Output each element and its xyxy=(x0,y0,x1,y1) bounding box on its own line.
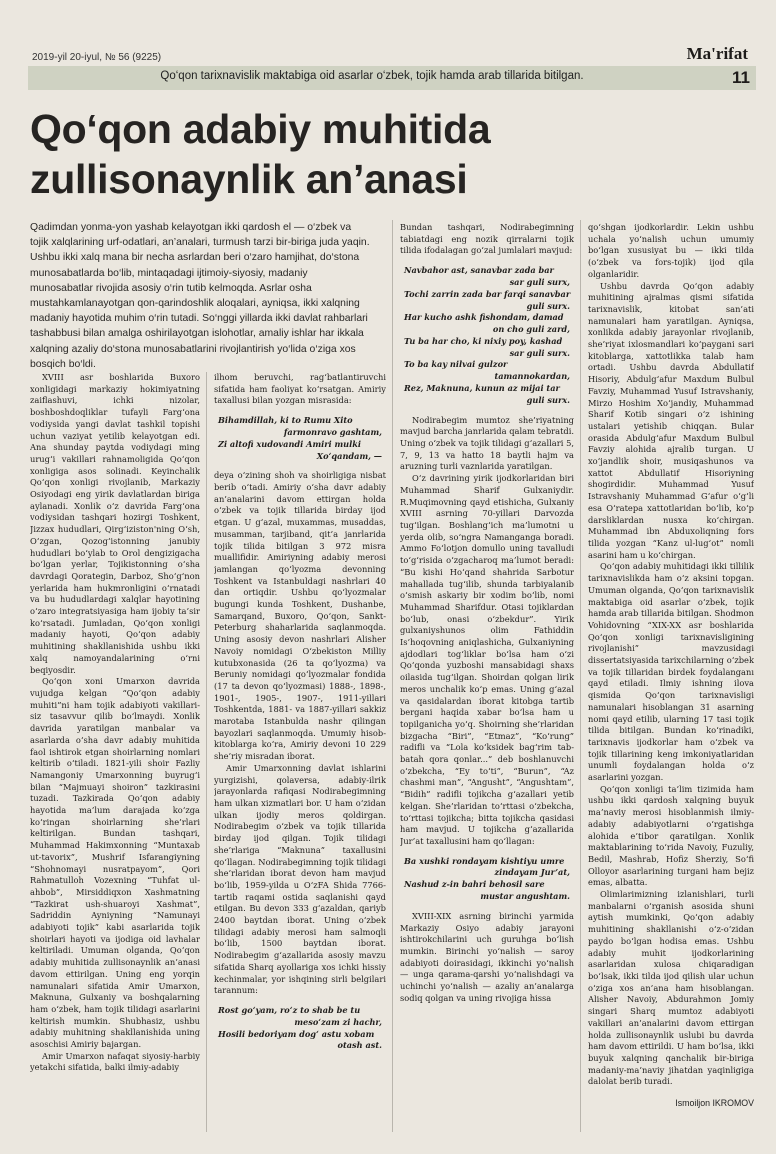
article-column-4 xyxy=(588,222,754,1140)
paragraph: XVIII asr boshlarida Buxoro xonligidagi markaziy hokimiyatning zaiflashuvi, ichki nizolar, boshboshdoqliklar tufayli Farg‘ona vodiysida yangi davlat tashkil topishi uchun vaziyat yetilib kelayotgan edi. Ana shunday paytda vodiydagi ming urug‘i vakillari rahnamoligida Qo‘qon xonligiga asos solinadi. Keyinchalik Qo‘qon xonligi rivojlanib, Markaziy Osiyodagi eng yirik davlatlardan biriga aylanadi. Xonlik o‘z davrida Farg‘ona vodiysidan tashqari hozirgi Toshkent, Jizzax hududlari, Qirg‘iziston'ning O‘sh, O‘zgan, Qozog‘istonning janubiy hududlari bo‘ylab to Orol dengizigacha bo‘lgan yerlar, Tojikistonning o‘sha davrdagi Qorategin, Darboz, Sho‘g‘non yerlarida ham hukmronligini o‘rnatadi va bu hududlardagi xalqlar hayotining o‘zaro integratsiyasiga ham ijobiy ta’sir ko‘rsatadi. Jumladan, Qo‘qon xonligi madaniy hayoti, Qo‘qon adabiy muhitining shakllanishida ushbu ikki xalq namoyandalarining o‘rni beqiyosdir. xyxy=(30,372,200,675)
column-divider xyxy=(580,220,581,1132)
poem-line: mustar angushtam. xyxy=(480,891,570,902)
poem-line: Rez, Maknuna, kunun az mijai tar xyxy=(404,383,560,394)
paragraph: Ushbu davrda Qo‘qon adabiy muhitining ajralmas qismi sifatida tarixnavislik, kitobat san’ati namunalari ham yaratilgan. Ayniqsa, xonlikda adabiy jarayonlar rivojlanib, she’riyat ixlosmandlari ko‘paygani sari kitoblarga, xattotlikka talab ham ortadi. Ushbu davrda Abdullatif Hisoriy, Abdulg‘afur Maxdum Bulbul Favziy, Muhammad Yusuf Istravshaniy, Mirzo Hoshim Xo‘jandiy, Muhammad Sharif Kotib singari o‘z ishining ustalari yetishib chiqqan. Bular orasida Abdulg‘afur Maxdum Bulbul Favziy alohida ajralib turgan. U xo‘jandlik shoir, musiqashunos va xattot Abdullatif Hisoriyning shogirdidir. Muhammad Yusuf Istravshaniy Muhammad G‘afur o‘g‘li esa O‘ratepa xattotlaridan bo‘lib, ko‘p darsliklardan nusxa ko‘chirgan. Muhammad ibn Abduxoliqning fors tilida yozgan “Kanz ul-lug‘ot” nomli asarini ham u ko‘chirgan. xyxy=(588,280,754,560)
paragraph: Amir Umarxon nafaqat siyosiy-harbiy yetakchi sifatida, balki ilmiy-adabiy xyxy=(30,1050,200,1073)
header-topic: Qo‘qon tarixnavislik maktabiga oid asarlar o‘zbek, tojik hamda arab tillarida bitilgan. xyxy=(160,70,584,82)
author-signature: Ismoiljon IKROMOV xyxy=(675,1098,754,1109)
column-divider xyxy=(392,220,393,1132)
paragraph: deya o‘zining shoh va shoirligiga nisbat berib o‘tadi. Amiriy o‘sha davr adabiy an’analarini davom ettirgan holda o‘zbek va tojik tillarida birday ijod etgan. U g‘azal, muxammas, musaddas, musamman, tarjiband, qit’a janrlarida tojik tilida bitilgan 3 972 misra muallifidir. Amiriyning adabiy merosi jamlangan qo‘lyozma devonning Toshkent va Istanbuldagi nashrlari 40 dan ortiqdir. Ushbu qo‘lyozmalar bugungi kunda Toshkent, Dushanbe, Samarqand, Buxoro, Qo‘qon, Sankt-Peterburg shaharlarida saqlanmoqda. Uning asosiy devon nashrlari Alisher Navoiy nomidagi O‘zbekiston Milliy kutubxonasida (26 ta qo‘lyozma) va Beruniy nomidagi qo‘lyozmalar fondida (17 ta devon qo‘lyozmasi) 1888-, 1898-, 1901-, 1905-, 1907-, 1911-yillari Toshkentda, 1881- va 1887-yillari sakkiz marotaba Istanbulda nashr qilingan bayozlari saqlanmoqda. Umumiy hisob-kitoblarga ko‘ra, Amiriy devoni 10 229 she’riy misradan iborat. xyxy=(214,470,386,762)
poem-line: otash ast. xyxy=(337,1040,382,1051)
poem-line: Nashud z-in bahri behosil sare xyxy=(404,879,545,890)
poem-line: Bihamdillah, ki to Rumu Xito xyxy=(218,415,353,426)
page-header-bar xyxy=(28,66,756,90)
paragraph: ilhom beruvchi, rag‘batlantiruvchi sifatida ham faoliyat ko‘rsatgan. Amiriy taxallusi bilan yozgan misrasida: xyxy=(214,372,386,406)
article-column-3 xyxy=(400,222,574,1140)
poem-nodirabegim xyxy=(214,1005,386,1052)
paragraph: O‘z davrining yirik ijodkorlaridan biri Muhammad Sharif Gulxaniydir. R.Muqimovning qayd etishicha, Gulxaniy XVIII asrning 70-yillari Darvozda tug‘ilgan. Boshlang‘ich ma’lumotni u yerda olib, so‘ngra Namanganga boradi. Ammo Fo‘lotjon domullo uning tavalludi to‘g‘risida o‘zgacharoq ma’lumot beradi: “Bu kishi Ho‘qand shahrida Sarbotur mahallada tug‘ilib, shunda tarbiyalanib o‘smish askariy bir xodim bo‘lib, nomi Muhammad Sharifdur. Otasi tojiklardan bo‘lub, onasi o‘zbekdur”. Yirik gulxaniyshunos olim Fathiddin Is’hoqovning aniqlashicha, Gulxaniyning ajdodlari tog‘liklar bo‘lsa ham o‘zi Qo‘qonda yuzboshi mansabidagi shaxs oilasida tug‘ilgan. Shoirdan qolgan lirik meros unchalik ko‘p emas. Uning g‘azal va qasidalardan iborat kitobga tartib bergani haqida xabar bo‘lsa ham u topilganicha yo‘q. Shoirning she’rlaridan bizgacha “Biri”, “Etmaz”, “Ko‘rung” radifli va “Lola ko‘ksidek bag‘rim tab-batah qora qonlar...” deb boshlanuvchi o‘zbekcha, “Ey to‘ti”, “Burun”, “Az chashmi man”, “Angusht”, “Angushtam”, “Bidih” radifli tojikcha g‘azallari yetib kelgan. She’rlaridan to‘rttasi o‘zbekcha, to‘rttasi tojikcha; bitta tojikcha qasidasi ham mavjud. U tojikcha g‘azallarida Jur’at taxallusini ham qo‘llagan: xyxy=(400,473,574,846)
paragraph: Olimlarimizning izlanishlari, turli manbalarni o‘rganish asosida shuni aytish mumkinki, Qo‘qon adabiy muhitining shakllanishi o‘z-o‘zidan paydo bo‘lgan hodisa emas. Ushbu adabiy muhit ijodkorlarining asarlaridan xulosa chiqaradigan bo‘lsak, ikki tilda ijod qilish ular uchun o‘ziga xos an’ana ham hisoblangan. Alisher Navoiy, Abdurahmon Jomiy singari Sharq mumtoz adabiyoti vakillari an’analarini davom ettirgan holda zullisonaynlik uslubi bu davrda ham davom ettirildi. U ham bo‘lsa, ikki buyuk xalqning qanchalik bir-biriga madaniy-ma’naviy jihatdan yaqinligiga dalolat berib turadi. xyxy=(588,889,754,1087)
newspaper-brand: Ma'rifat xyxy=(686,44,748,63)
poem-line: Tochi zarrin zada bar farqi sanavbar xyxy=(404,288,571,299)
poem-line: sar guli surx. xyxy=(509,347,570,358)
article-headline: Qo‘qon adabiy muhitida zullisonaynlik an’anasi xyxy=(30,106,491,202)
column-divider xyxy=(206,372,207,1132)
poem-line: Har kucho ashk fishondam, damad xyxy=(404,312,564,323)
article-lead: Qadimdan yonma-yon yashab kelayotgan ikki qardosh el — o‘zbek va tojik xalqlarining urf-odatlari, an’analari, turmush tarzi bir-biriga juda yaqin. Ushbu ikki xalq mana bir necha asrlardan beri o‘zaro hamjihat, do‘stona munosabatlarda bo‘lib, mintaqadagi ijtimoiy-siyosiy, madaniy munosabatlar rivojida asosiy o‘rin tutib kelmoqda. Asrlar osha mustahkamlanayotgan qon-qarindoshlik aloqalari, ayniqsa, ikki xalqning madaniy hayotida muhim o‘rin tutadi. So‘nggi yillarda ikki davlat rahbarlari tashabbusi bilan amalga oshirilayotgan islohotlar, amaliy ishlar har ikkala xalqning azaliy do‘stona munosabatlarini rivojlantirish yo‘lida o‘ziga xos bosqich bo‘ldi. xyxy=(30,222,370,370)
poem-line: farmonravo gashtam, xyxy=(283,426,382,437)
poem-maknuna xyxy=(400,265,574,407)
poem-line: sar guli surx, xyxy=(509,276,570,287)
paragraph: Nodirabegim mumtoz she’riyatning mavjud barcha janrlarida qalam tebratdi. Uning o‘zbek va tojik tilidagi g‘azallari 5, 7, 9, 13 va hatto 18 baytli hajm va aruzning turli vaznlarida yaratilgan. xyxy=(400,414,574,472)
poem-gulxaniy xyxy=(400,856,574,903)
poem-line: on cho guli zard, xyxy=(492,324,570,335)
article-column-1 xyxy=(30,372,200,1140)
poem-line: zindayam Jur’at, xyxy=(494,867,570,878)
poem-line: guli surx. xyxy=(526,300,570,311)
paragraph: Qo‘qon xoni Umarxon davrida vujudga kelgan “Qo‘qon adabiy muhiti”ni ham tojik adabiyoti vakillari-siz tasavvur qilib bo‘lmaydi. Xonlik davrida yaratilgan manbalar va asarlarda o‘sha davr adabiy muhitida faol ishtirok etgan shoirlarning nomlari keltirib o‘tiladi. 1821-yili shoir Fazliy Namangoniy Umarxonning buyrug‘i bilan “Majmuayi shoiron” tazkirasini tuzadi. Tazkirada Qo‘qon adabiy hayotida ma’lum darajada ko‘zga ko‘ringan shoirlarning she’rlari keltirilgan. Bundan tashqari, Muhammad Hakimxonning “Muntaxab ut-tavorix”, Mushrif Isfarangiyning “Shohnomayi nusratpayom”, Qori Rahmatulloh Vozexning “Tuhfat ul-ahbob”, Mirsiddiqxon Xashmatning “Tazkirat ush-shuaroyi Xashmat”, Sadriddin Ayniyning “Namunayi adabiyoti tojik” kabi asarlarida tojik shoirlari hayoti va ijodiga oid lavhalar keltiriladi. Umuman olganda, Qo‘qon adabiy muhitida zullisonaynlik an’anasi davom ettirilgan. Uning eng yorqin namunalari sifatida Amir Umarxon, Maknuna, Gulxaniy va boshqalarning ham o‘zbek, ham tojik tilidagi asarlarini keltirish mumkin. Shubhasiz, ushbu adabiy muhitning shakllanishida uning asoschisi Amiriy bajargan. xyxy=(30,676,200,1050)
poem-amiriy xyxy=(214,415,386,462)
poem-line: Rost go‘yam, ro‘z to shab be tu xyxy=(218,1004,361,1015)
paragraph: Qo‘qon xonligi ta’lim tizimida ham ushbu ikki qardosh xalqning buyuk ma’naviy merosi hisoblanmish ilmiy-adabiy adabiyotlarni o‘rgatishga alohida e’tibor qaratilgan. Xonlik maktablarining to‘rida Navoiy, Fuzuliy, Bedil, Mashrab, Hofiz Sherziy, So‘fi Olloyor asarlarining turgani ham bejiz emas, albatta. xyxy=(588,783,754,888)
paragraph: Amir Umarxonning davlat ishlarini yurgizishi, qolaversa, adabiy-ilrik jarayonlarda rafiqasi Nodirabegimning ham ulkan xizmatlari bor. U ham o‘zidan ulkan ijodiy meros qoldirgan. Nodirabegim o‘zbek va tojik tillarida birday ijod qilgan. Tojik tilidagi she’rlariga “Maknuna” taxallusini qo‘llagan. Nodirabegimning tojik tilidagi she’rlaridan iborat devon ham mavjud bo‘lib, 1959-yilda u O‘zFA Shida 7766-tartib raqami ostida saqlanishi qayd etilgan. Bu devon 333 g‘azaldan, qariyb 2400 baytdan iborat. Uning o‘zbek tilidagi adabiy merosi ham salmoqli bo‘lib, 1500 baytdan iborat. Nodirabegim g‘azallarida asosiy mavzu sifatida Sharq ayollariga xos ichki hissiy kechinmalar, yor ishqining sirli belgilari tarannum: xyxy=(214,762,386,996)
paragraph: qo‘shgan ijodkorlardir. Lekin ushbu uchala yo‘nalish uchun umumiy bo‘lgan xususiyat bu — ikki tilda (o‘zbek va fors-tojik) ijod qila olganlaridir. xyxy=(588,222,754,279)
paragraph: XVIII-XIX asrning birinchi yarmida Markaziy Osiyo adabiy jarayoni ishtirokchilarini uch guruhga bo‘lish mumkin. Birinchi yo‘nalish — saroy adabiyoti doirasidagi, ikkinchi yo‘nalish — unga qarama-qarshi yo‘nalishdagi va uchinchi yo‘nalish — azaliy an’analarga sodiq qolgan va uning rivojiga hissa xyxy=(400,910,574,1003)
poem-line: guli surx. xyxy=(526,394,570,405)
poem-line: Ba xushki rondayam kishtiyu umre xyxy=(404,855,565,866)
poem-line: Xo‘qandam, — xyxy=(316,450,382,461)
page-number: 11 xyxy=(732,68,750,87)
article-column-2 xyxy=(214,372,386,1140)
paragraph: Bundan tashqari, Nodirabegimning tabiatdagi eng nozik qirralarni tojik tilida ifodalagan go‘zal jumlalari mavjud: xyxy=(400,222,574,256)
poem-line: To ba kay nilvai gulzor xyxy=(404,359,508,370)
poem-line: Navbahor ast, sanavbar zada bar xyxy=(404,265,554,276)
poem-line: Tu ba har cho, ki nixiy poy, kashad xyxy=(404,335,563,346)
poem-line: Hosili bedoriyam dog‘ astu xobam xyxy=(218,1028,375,1039)
poem-line: meso‘zam zi hachr, xyxy=(294,1016,382,1027)
issue-date: 2019-yil 20-iyul, № 56 (9225) xyxy=(32,52,162,63)
poem-line: Zi altofi xudovandi Amiri mulki xyxy=(218,438,362,449)
poem-line: tamannokardan, xyxy=(494,371,570,382)
paragraph: Qo‘qon adabiy muhitidagi ikki tillilik tarixnavislikda ham o‘z aksini topgan. Umuman olganda, Qo‘qon tarixnavislik maktabiga oid asarlar o‘zbek, tojik hamda arab tillarida bitilgan. Shodmon Vohidovning “XIX-XX asr boshlarida Qo‘qon xonligi tarixnavisligining rivojlanishi” mavzusidagi dissertatsiyasida tarixchilarning o‘zbek va tojik tillaridan birdek foydalanganı qayd etiladi. Ilmiy ishning ilova qismida Qo‘qon tarixnavisligi namunalari hisoblangan 31 asarning nomi qayd etilib, ularning 17 tasi tojik tilida bitilgan. Bundan ko‘rinadiki, tarixnavis ijodkorlar ham o‘zbek va tojik tillarining keng imkoniyatlaridan unumli foydalangan holda o‘z asarlarini yozgan. xyxy=(588,561,754,783)
